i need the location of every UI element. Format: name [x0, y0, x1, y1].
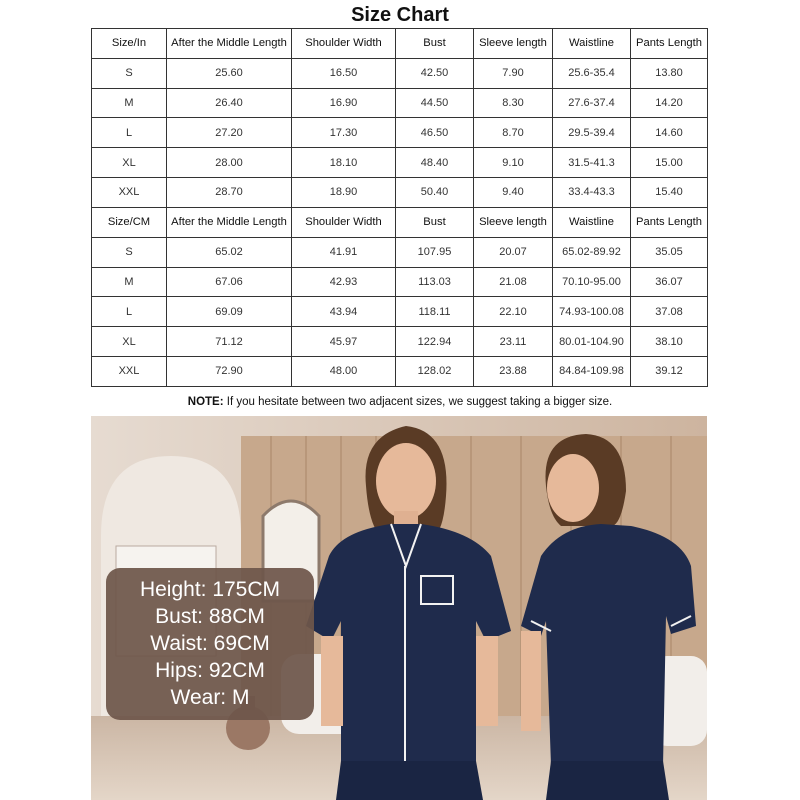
measurement-cell: 28.70: [167, 177, 292, 207]
measurement-cell: 33.4-43.3: [553, 177, 631, 207]
measurement-cell: 45.97: [292, 327, 396, 357]
table-row: [92, 177, 708, 207]
measurement-cell: 16.90: [292, 88, 396, 118]
size-note: [0, 393, 800, 411]
column-header: Waistline: [553, 29, 631, 59]
size-table-inches-body: [92, 29, 708, 208]
measurement-cell: 122.94: [396, 327, 474, 357]
measurement-cell: 41.91: [292, 237, 396, 267]
measurement-cell: 107.95: [396, 237, 474, 267]
measurement-cell: 80.01-104.90: [553, 327, 631, 357]
table-header-row: [92, 29, 708, 59]
measurement-cell: 65.02: [167, 237, 292, 267]
column-header: Waistline: [553, 208, 631, 238]
column-header: Shoulder Width: [292, 208, 396, 238]
measurement-cell: 18.90: [292, 177, 396, 207]
measurement-cell: 37.08: [631, 297, 708, 327]
table-header-row: [92, 208, 708, 238]
measurement-cell: 118.11: [396, 297, 474, 327]
unit-label-cell: Size/In: [92, 29, 167, 59]
size-cell: XL: [92, 148, 167, 178]
table-row: [92, 327, 708, 357]
measurement-cell: 27.6-37.4: [553, 88, 631, 118]
table-row: [92, 118, 708, 148]
note-prefix: NOTE:: [187, 396, 224, 408]
measurement-cell: 50.40: [396, 177, 474, 207]
model-height: Height: 175CM: [139, 578, 281, 601]
size-cell: XXL: [92, 177, 167, 207]
model-hips: Hips: 92CM: [155, 659, 265, 682]
measurement-cell: 7.90: [474, 58, 553, 88]
table-row: [92, 58, 708, 88]
measurement-cell: 69.09: [167, 297, 292, 327]
size-cell: XL: [92, 327, 167, 357]
measurement-cell: 23.88: [474, 356, 553, 386]
size-table-centimeters: [91, 207, 708, 387]
measurement-cell: 15.00: [631, 148, 708, 178]
column-header: Bust: [396, 208, 474, 238]
measurement-cell: 21.08: [474, 267, 553, 297]
size-table-inches: [91, 28, 708, 208]
measurement-cell: 9.40: [474, 177, 553, 207]
measurement-cell: 35.05: [631, 237, 708, 267]
measurement-cell: 18.10: [292, 148, 396, 178]
measurement-cell: 17.30: [292, 118, 396, 148]
measurement-cell: 43.94: [292, 297, 396, 327]
note-text: If you hesitate between two adjacent sizes, we suggest taking a bigger size.: [226, 396, 613, 408]
measurement-cell: 9.10: [474, 148, 553, 178]
model-wear-size: Wear: M: [170, 686, 250, 709]
size-cell: M: [92, 267, 167, 297]
size-cell: S: [92, 237, 167, 267]
measurement-cell: 14.60: [631, 118, 708, 148]
measurement-cell: 28.00: [167, 148, 292, 178]
measurement-cell: 26.40: [167, 88, 292, 118]
measurement-cell: 14.20: [631, 88, 708, 118]
measurement-cell: 29.5-39.4: [553, 118, 631, 148]
column-header: After the Middle Length: [167, 29, 292, 59]
measurement-cell: 42.50: [396, 58, 474, 88]
measurement-cell: 39.12: [631, 356, 708, 386]
size-cell: L: [92, 118, 167, 148]
page-title: Size Chart: [351, 4, 449, 26]
table-row: [92, 237, 708, 267]
measurement-cell: 13.80: [631, 58, 708, 88]
measurement-cell: 8.30: [474, 88, 553, 118]
measurement-cell: 65.02-89.92: [553, 237, 631, 267]
measurement-cell: 42.93: [292, 267, 396, 297]
measurement-cell: 113.03: [396, 267, 474, 297]
column-header: Bust: [396, 29, 474, 59]
measurement-cell: 25.6-35.4: [553, 58, 631, 88]
table-row: [92, 356, 708, 386]
measurement-cell: 36.07: [631, 267, 708, 297]
measurement-cell: 128.02: [396, 356, 474, 386]
model-info-box: [106, 568, 314, 720]
measurement-cell: 70.10-95.00: [553, 267, 631, 297]
column-header: Pants Length: [631, 208, 708, 238]
measurement-cell: 38.10: [631, 327, 708, 357]
measurement-cell: 67.06: [167, 267, 292, 297]
table-row: [92, 267, 708, 297]
measurement-cell: 44.50: [396, 88, 474, 118]
size-cell: M: [92, 88, 167, 118]
measurement-cell: 16.50: [292, 58, 396, 88]
measurement-cell: 22.10: [474, 297, 553, 327]
measurement-cell: 48.00: [292, 356, 396, 386]
unit-label-cell: Size/CM: [92, 208, 167, 238]
measurement-cell: 46.50: [396, 118, 474, 148]
size-cell: S: [92, 58, 167, 88]
size-table-centimeters-body: [92, 208, 708, 387]
column-header: Sleeve length: [474, 208, 553, 238]
measurement-cell: 31.5-41.3: [553, 148, 631, 178]
model-bust: Bust: 88CM: [155, 605, 265, 628]
table-row: [92, 148, 708, 178]
size-cell: L: [92, 297, 167, 327]
column-header: After the Middle Length: [167, 208, 292, 238]
model-waist: Waist: 69CM: [150, 632, 270, 655]
column-header: Pants Length: [631, 29, 708, 59]
measurement-cell: 27.20: [167, 118, 292, 148]
measurement-cell: 72.90: [167, 356, 292, 386]
measurement-cell: 84.84-109.98: [553, 356, 631, 386]
measurement-cell: 25.60: [167, 58, 292, 88]
measurement-cell: 20.07: [474, 237, 553, 267]
table-row: [92, 297, 708, 327]
column-header: Sleeve length: [474, 29, 553, 59]
measurement-cell: 15.40: [631, 177, 708, 207]
measurement-cell: 23.11: [474, 327, 553, 357]
size-cell: XXL: [92, 356, 167, 386]
measurement-cell: 8.70: [474, 118, 553, 148]
column-header: Shoulder Width: [292, 29, 396, 59]
measurement-cell: 74.93-100.08: [553, 297, 631, 327]
table-row: [92, 88, 708, 118]
measurement-cell: 48.40: [396, 148, 474, 178]
measurement-cell: 71.12: [167, 327, 292, 357]
